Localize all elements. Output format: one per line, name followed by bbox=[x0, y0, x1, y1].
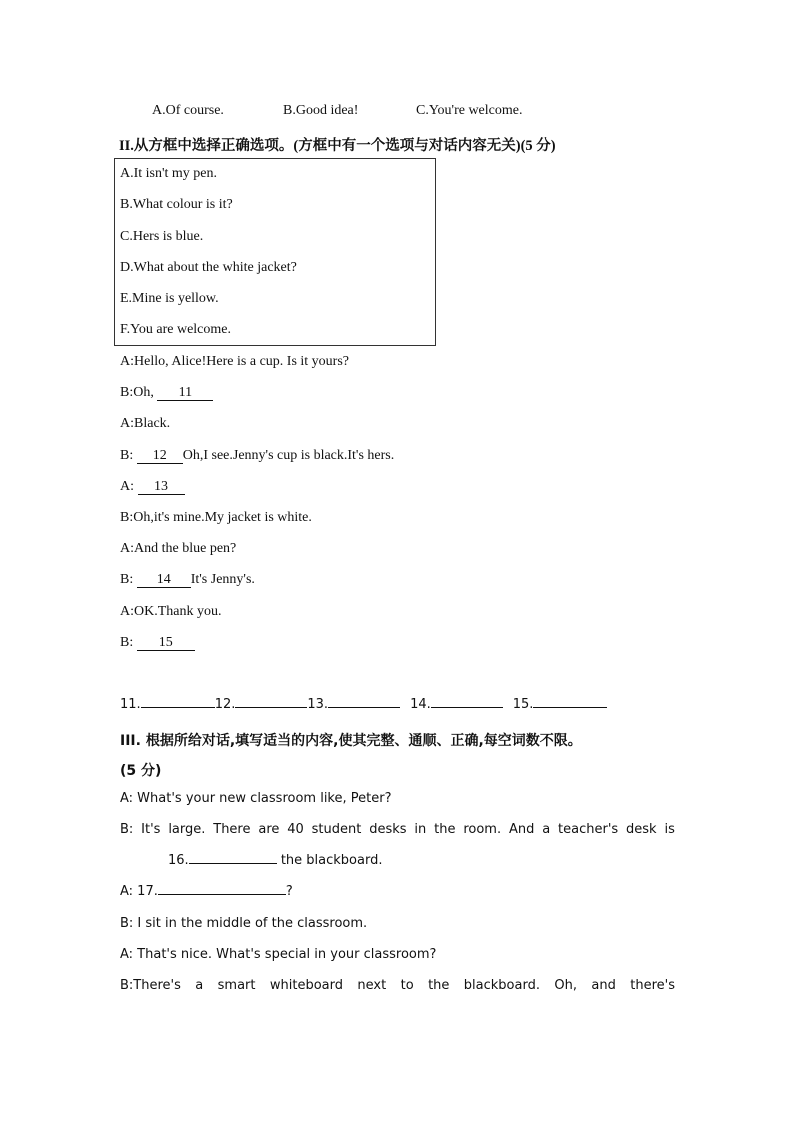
section-2-title: II.从方框中选择正确选项。(方框中有一个选项与对话内容无关)(5 分) bbox=[119, 138, 556, 154]
section-3-title: III. 根据所给对话,填写适当的内容,使其完整、通顺、正确,每空词数不限。 bbox=[120, 733, 582, 749]
blank-11[interactable]: 11 bbox=[157, 385, 213, 401]
answer-blank-12[interactable] bbox=[235, 707, 307, 708]
box-option-b: B.What colour is it? bbox=[120, 197, 233, 212]
answer-label-12: 12. bbox=[214, 697, 236, 712]
answer-blank-11[interactable] bbox=[141, 707, 215, 708]
answer-line bbox=[120, 697, 607, 712]
blank-13[interactable]: 13 bbox=[138, 479, 185, 495]
s3-line-3: 16. the blackboard. bbox=[168, 853, 383, 868]
answer-blank-13[interactable] bbox=[328, 707, 400, 708]
box-option-a: A.It isn't my pen. bbox=[120, 166, 218, 181]
dialogue-line-10: B: 15 bbox=[120, 635, 195, 651]
blank-12[interactable]: 12 bbox=[137, 448, 183, 464]
box-option-e: E.Mine is yellow. bbox=[120, 291, 219, 306]
s3-line-6: A: That's nice. What's special in your classroom? bbox=[120, 947, 437, 962]
dialogue-line-1: A:Hello, Alice!Here is a cup. Is it yours? bbox=[120, 354, 349, 369]
box-option-d: D.What about the white jacket? bbox=[120, 260, 297, 275]
answer-label-14: 14. bbox=[410, 697, 431, 712]
answer-blank-14[interactable] bbox=[431, 707, 503, 708]
section-3-score: (5 分) bbox=[120, 763, 162, 779]
answer-label-15: 15. bbox=[512, 697, 534, 712]
prev-option-a: A.Of course. bbox=[152, 103, 224, 118]
dialogue-line-7: A:And the blue pen? bbox=[120, 541, 237, 556]
prev-option-c: C.You're welcome. bbox=[416, 103, 523, 118]
options-box bbox=[114, 158, 436, 346]
blank-16[interactable] bbox=[189, 863, 277, 864]
box-option-f: F.You are welcome. bbox=[120, 322, 231, 337]
dialogue-line-9: A:OK.Thank you. bbox=[120, 604, 222, 619]
blank-15[interactable]: 15 bbox=[137, 635, 195, 651]
dialogue-line-2: B:Oh, 11 bbox=[120, 385, 213, 401]
answer-label-11: 11. bbox=[120, 697, 141, 712]
answer-blank-15[interactable] bbox=[533, 707, 607, 708]
dialogue-line-3: A:Black. bbox=[120, 416, 171, 431]
s3-line-4: A: 17. ? bbox=[120, 884, 293, 899]
s3-line-2: B: It's large. There are 40 student desks in the room. And a teacher's desk is bbox=[120, 822, 675, 837]
answer-label-13: 13. bbox=[307, 697, 329, 712]
dialogue-line-8: B: 14 It's Jenny's. bbox=[120, 572, 255, 587]
dialogue-line-4: B: 12 Oh,I see.Jenny's cup is black.It's hers. bbox=[120, 448, 395, 463]
blank-14[interactable]: 14 bbox=[137, 572, 191, 588]
blank-17[interactable] bbox=[158, 894, 286, 895]
s3-line-5: B: I sit in the middle of the classroom. bbox=[120, 916, 368, 931]
prev-option-b: B.Good idea! bbox=[283, 103, 359, 118]
box-option-c: C.Hers is blue. bbox=[120, 229, 204, 244]
dialogue-line-6: B:Oh,it's mine.My jacket is white. bbox=[120, 510, 312, 525]
dialogue-line-5: A: 13 bbox=[120, 479, 185, 495]
s3-line-1: A: What's your new classroom like, Peter? bbox=[120, 791, 392, 806]
s3-line-7: B:There's a smart whiteboard next to the blackboard. Oh, and there's bbox=[120, 978, 675, 993]
